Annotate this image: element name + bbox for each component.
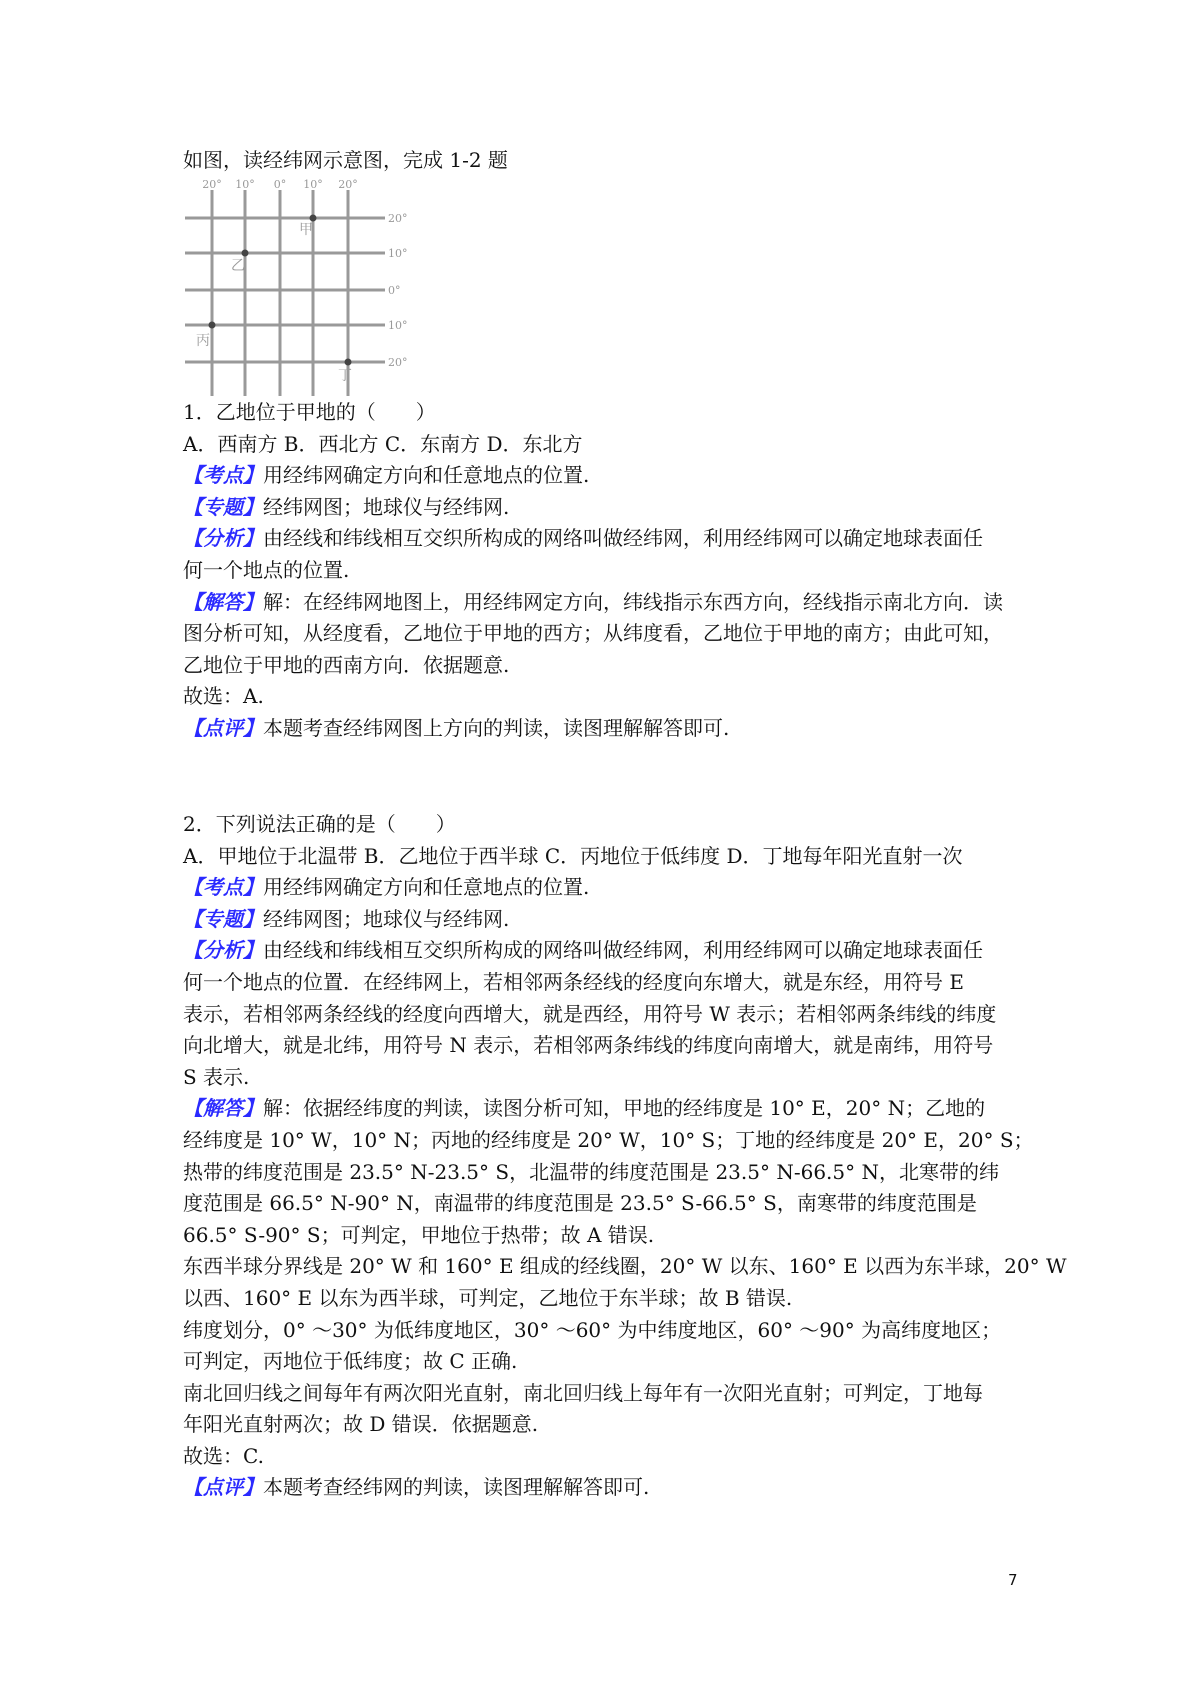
line-text: 用经纬网确定方向和任意地点的位置. (263, 463, 590, 488)
text-line (183, 1125, 1033, 1157)
text-line (183, 1030, 1033, 1062)
line-text: 解：在经纬网地图上，用经纬网定方向，纬线指示东西方向，经线指示南北方向．读 (263, 589, 1003, 614)
line-text: 何一个地点的位置．在经纬网上，若相邻两条经线的经度向东增大，就是东经，用符号 E (183, 969, 964, 994)
location-point (310, 215, 317, 222)
line-text: 本题考查经纬网图上方向的判读，读图理解解答即可. (263, 715, 730, 740)
line-text: 可判定，丙地位于低纬度；故 C 正确. (183, 1349, 518, 1374)
latitude-label: 10° (388, 319, 408, 332)
text-line (183, 935, 1033, 967)
line-text: 经纬度是 10° W，10° N；丙地的经纬度是 20° W，10° S；丁地的经纬度是 20° E，20° S； (183, 1127, 1034, 1152)
section-tag: 【解答】 (183, 589, 263, 614)
text-line (183, 1409, 1033, 1441)
text-line (183, 555, 1033, 587)
line-text: 故选：A. (183, 684, 264, 709)
line-text: 解：依据经纬度的判读，读图分析可知，甲地的经纬度是 10° E，20° N；乙地的 (263, 1096, 986, 1121)
text-line (183, 999, 1033, 1031)
line-text: 经纬网图；地球仪与经纬网. (263, 494, 510, 519)
text-line (183, 713, 1033, 745)
line-text: 图分析可知，从经度看，乙地位于甲地的西方；从纬度看，乙地位于甲地的南方；由此可知， (183, 621, 1003, 646)
page-number: 7 (1008, 1571, 1018, 1589)
text-line (183, 460, 1033, 492)
latitude-label: 20° (388, 212, 408, 225)
text-line (183, 1441, 1033, 1473)
text-line (183, 429, 1033, 461)
line-text: 本题考查经纬网的判读，读图理解解答即可. (263, 1475, 650, 1500)
text-line (183, 1378, 1033, 1410)
question-1 (183, 397, 1033, 745)
point-label: 乙 (231, 258, 245, 274)
section-tag: 【分析】 (183, 938, 263, 963)
text-line (183, 1315, 1033, 1347)
line-text: 乙地位于甲地的西南方向．依据题意. (183, 652, 510, 677)
text-line (183, 1283, 1033, 1315)
line-text: 以西、160° E 以东为西半球，可判定，乙地位于东半球；故 B 错误. (183, 1285, 793, 1310)
longitude-label: 0° (273, 178, 287, 191)
line-text: 表示，若相邻两条经线的经度向西增大，就是西经，用符号 W 表示；若相邻两条纬线的纬度 (183, 1001, 997, 1026)
text-line (183, 618, 1033, 650)
text-line (183, 492, 1033, 524)
text-line (183, 681, 1033, 713)
line-text: 年阳光直射两次；故 D 错误．依据题意. (183, 1412, 539, 1437)
line-text: S 表示. (183, 1064, 250, 1089)
point-label: 丙 (196, 333, 210, 349)
line-text: 热带的纬度范围是 23.5° N-23.5° S，北温带的纬度范围是 23.5° N-66.5° N，北寒带的纬 (183, 1159, 999, 1184)
location-point (242, 250, 249, 257)
location-point (345, 359, 352, 366)
text-line (183, 1346, 1033, 1378)
text-line (183, 1251, 1067, 1283)
location-point (209, 322, 216, 329)
text-line (183, 872, 1033, 904)
section-tag: 【专题】 (183, 906, 263, 931)
text-line (183, 1188, 1033, 1220)
intro-text (183, 145, 1033, 177)
section-tag: 【点评】 (183, 715, 263, 740)
latitude-label: 0° (388, 284, 401, 297)
text-line (183, 587, 1033, 619)
latitude-label: 20° (388, 356, 408, 369)
line-text: A．甲地位于北温带 B．乙地位于西半球 C．丙地位于低纬度 D．丁地每年阳光直射一次 (183, 843, 963, 868)
line-text: 用经纬网确定方向和任意地点的位置. (263, 875, 590, 900)
line-text: 故选：C. (183, 1443, 264, 1468)
text-line (183, 1157, 1033, 1189)
graticule-figure (180, 178, 410, 408)
line-text: 纬度划分，0° ～30° 为低纬度地区，30° ～60° 为中纬度地区，60° ～90° 为高纬度地区； (183, 1317, 1002, 1342)
text-line (183, 523, 1033, 555)
text-line (183, 1093, 1033, 1125)
question-2 (183, 809, 1067, 1504)
section-tag: 【考点】 (183, 463, 263, 488)
section-tag: 【专题】 (183, 494, 263, 519)
text-line (183, 1472, 1033, 1504)
longitude-label: 10° (235, 178, 255, 191)
point-label: 甲 (299, 222, 313, 238)
text-line (183, 841, 1033, 873)
text-line (183, 397, 1033, 429)
text-line (183, 809, 1033, 841)
line-text: 2．下列说法正确的是（ ） (183, 812, 456, 836)
line-text: A．西南方 B．西北方 C．东南方 D．东北方 (183, 431, 583, 456)
line-text: 向北增大，就是北纬，用符号 N 表示，若相邻两条纬线的纬度向南增大，就是南纬，用符号 (183, 1033, 994, 1058)
line-text: 何一个地点的位置. (183, 557, 350, 582)
line-text: 1．乙地位于甲地的（ ） (183, 400, 436, 424)
longitude-label: 20° (202, 178, 222, 191)
section-tag: 【点评】 (183, 1475, 263, 1500)
line-text: 由经线和纬线相互交织所构成的网络叫做经纬网，利用经纬网可以确定地球表面任 (263, 526, 983, 551)
text-line (183, 1062, 1033, 1094)
line-text: 由经线和纬线相互交织所构成的网络叫做经纬网，利用经纬网可以确定地球表面任 (263, 938, 983, 963)
longitude-label: 10° (303, 178, 323, 191)
intro-line: 如图，读经纬网示意图，完成 1-2 题 (183, 148, 508, 172)
longitude-label: 20° (338, 178, 358, 191)
latitude-label: 10° (388, 247, 408, 260)
line-text: 经纬网图；地球仪与经纬网. (263, 906, 510, 931)
section-tag: 【考点】 (183, 875, 263, 900)
text-line (183, 967, 1033, 999)
line-text: 东西半球分界线是 20° W 和 160° E 组成的经线圈，20° W 以东、160° E 以西为东半球，20° W (183, 1254, 1067, 1279)
text-line (183, 650, 1033, 682)
text-line (183, 1220, 1033, 1252)
line-text: 南北回归线之间每年有两次阳光直射，南北回归线上每年有一次阳光直射；可判定，丁地每 (183, 1380, 983, 1405)
section-tag: 【解答】 (183, 1096, 263, 1121)
line-text: 66.5° S-90° S；可判定，甲地位于热带；故 A 错误. (183, 1222, 655, 1247)
section-tag: 【分析】 (183, 526, 263, 551)
text-line (183, 904, 1033, 936)
line-text: 度范围是 66.5° N-90° N，南温带的纬度范围是 23.5° S-66.5° S，南寒带的纬度范围是 (183, 1191, 977, 1216)
point-label: 丁 (338, 368, 352, 384)
